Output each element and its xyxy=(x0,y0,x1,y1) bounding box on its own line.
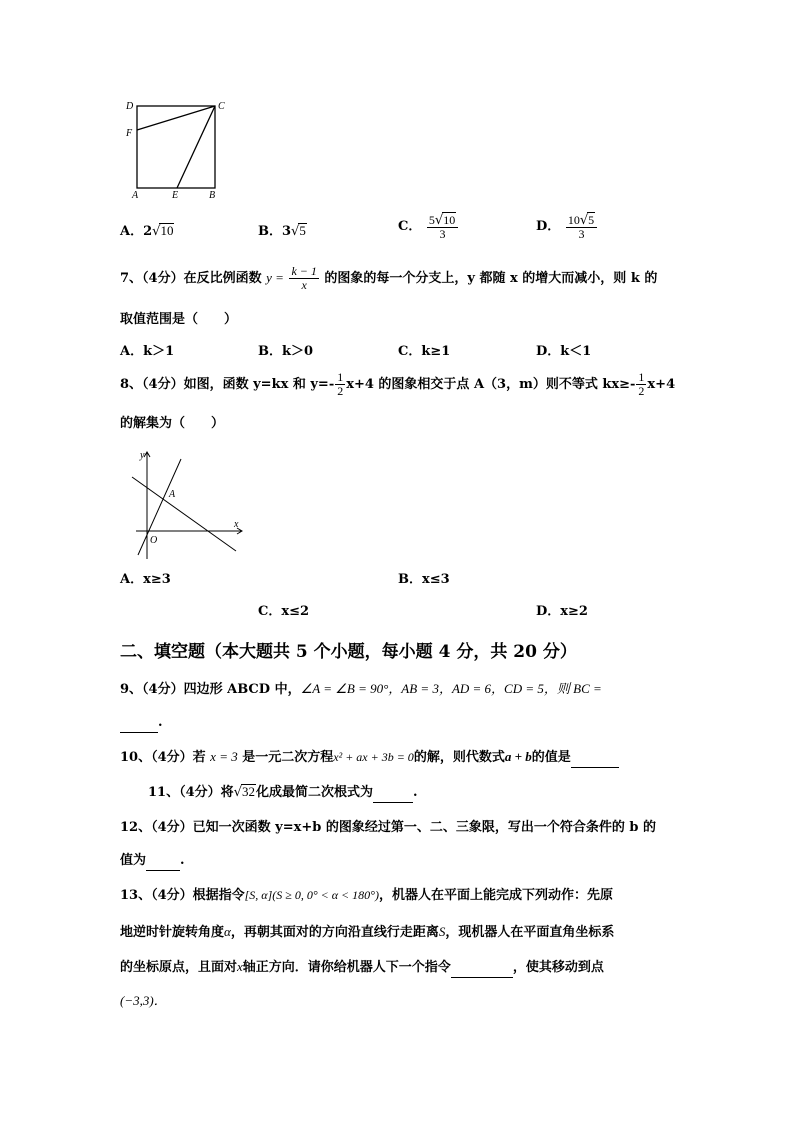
q9-stem-line2: . xyxy=(120,714,163,733)
q7-option-a: A．k＞1 xyxy=(120,344,175,359)
figure-q8-graph xyxy=(122,447,246,562)
label-A: A xyxy=(169,489,176,500)
q8-option-c: C．x≤2 xyxy=(258,604,310,619)
label-D: D xyxy=(126,101,134,112)
section-2-heading: 二、填空题（本大题共 5 个小题，每小题 4 分，共 20 分） xyxy=(120,642,577,662)
label-F: F xyxy=(126,128,133,139)
q12-answer-blank[interactable] xyxy=(146,852,180,871)
q13-answer-blank[interactable] xyxy=(451,959,513,978)
label-y: y xyxy=(140,450,145,461)
label-C: C xyxy=(218,101,225,112)
q13-stem-line2: 地逆时针旋转角度α，再朝其面对的方向沿直线行走距离S，现机器人在平面直角坐标系 xyxy=(120,924,615,940)
label-O: O xyxy=(150,535,158,546)
q12-stem: 12、（4分）已知一次函数 y=x+b 的图象经过第一、二、三象限，写出一个符合条件的 b 的 xyxy=(120,820,657,835)
figure-square-abcd xyxy=(120,96,230,200)
q8-stem-line2: 的解集为（ ） xyxy=(120,416,225,431)
q6-option-b: B．3√5 xyxy=(258,223,306,239)
q10-stem: 10、（4分）若 x = 3 是一元二次方程x² + ax + 3b = 0的解，则代数式a + b的值是 xyxy=(120,748,619,768)
q9-stem: 9、（4分）四边形 ABCD 中，∠A = ∠B = 90°，AB = 3，AD = 6，CD = 5，则 BC = xyxy=(120,681,602,697)
q8-option-d: D．x≥2 xyxy=(536,604,588,619)
label-x: x xyxy=(234,519,239,530)
q13-stem-line3: 的坐标原点，且面对x轴正方向．请你给机器人下一个指令 ，使其移动到点 xyxy=(120,958,604,978)
q8-option-b: B．x≤3 xyxy=(398,572,450,587)
q11-answer-blank[interactable] xyxy=(373,784,413,803)
q13-stem: 13、（4分）根据指令[S, α](S ≥ 0, 0° < α < 180°)，机器人在平面上能完成下列动作：先原 xyxy=(120,888,613,903)
q13-stem-line4: (−3,3)． xyxy=(120,993,167,1008)
q7-stem: 7、（4分）在反比例函数 y = $\frac{k - 1}{x}$ 的图象的每一个分支上，y 都随 x 的增大而减小，则 k 的 xyxy=(120,264,658,292)
q7-option-c: C．k≥1 xyxy=(398,344,451,359)
q10-answer-blank[interactable] xyxy=(571,749,619,768)
line-neg-half-x-plus-4 xyxy=(132,477,236,551)
label-B: B xyxy=(209,190,216,200)
q12-stem-line2: 值为 . xyxy=(120,852,185,871)
q7-option-d: D．k＜1 xyxy=(536,344,592,359)
q11-stem: 11、（4分）将√32化成最简二次根式为 . xyxy=(148,784,417,803)
label-E: E xyxy=(172,190,179,200)
q7-stem-line2: 取值范围是（ ） xyxy=(120,312,238,327)
q6-option-c: C． $\frac{5√10}{3}$ xyxy=(398,212,459,241)
square-lines xyxy=(137,106,215,188)
label-A: A xyxy=(132,190,139,200)
q6-option-a: A．2√10 xyxy=(120,223,174,239)
q8-option-a: A．x≥3 xyxy=(120,572,171,587)
q8-stem: 8、（4分）如图，函数 y=kx 和 y=- $\frac{1}{2}$ x+4 的图象相交于点 A（3，m）则不等式 kx≥- $\frac{1}{2}$ x+4 xyxy=(120,370,676,398)
q6-option-d: D． $\frac{10√5}{3}$ xyxy=(536,212,598,241)
q9-answer-blank[interactable] xyxy=(120,714,158,733)
q7-option-b: B．k＞0 xyxy=(258,344,314,359)
